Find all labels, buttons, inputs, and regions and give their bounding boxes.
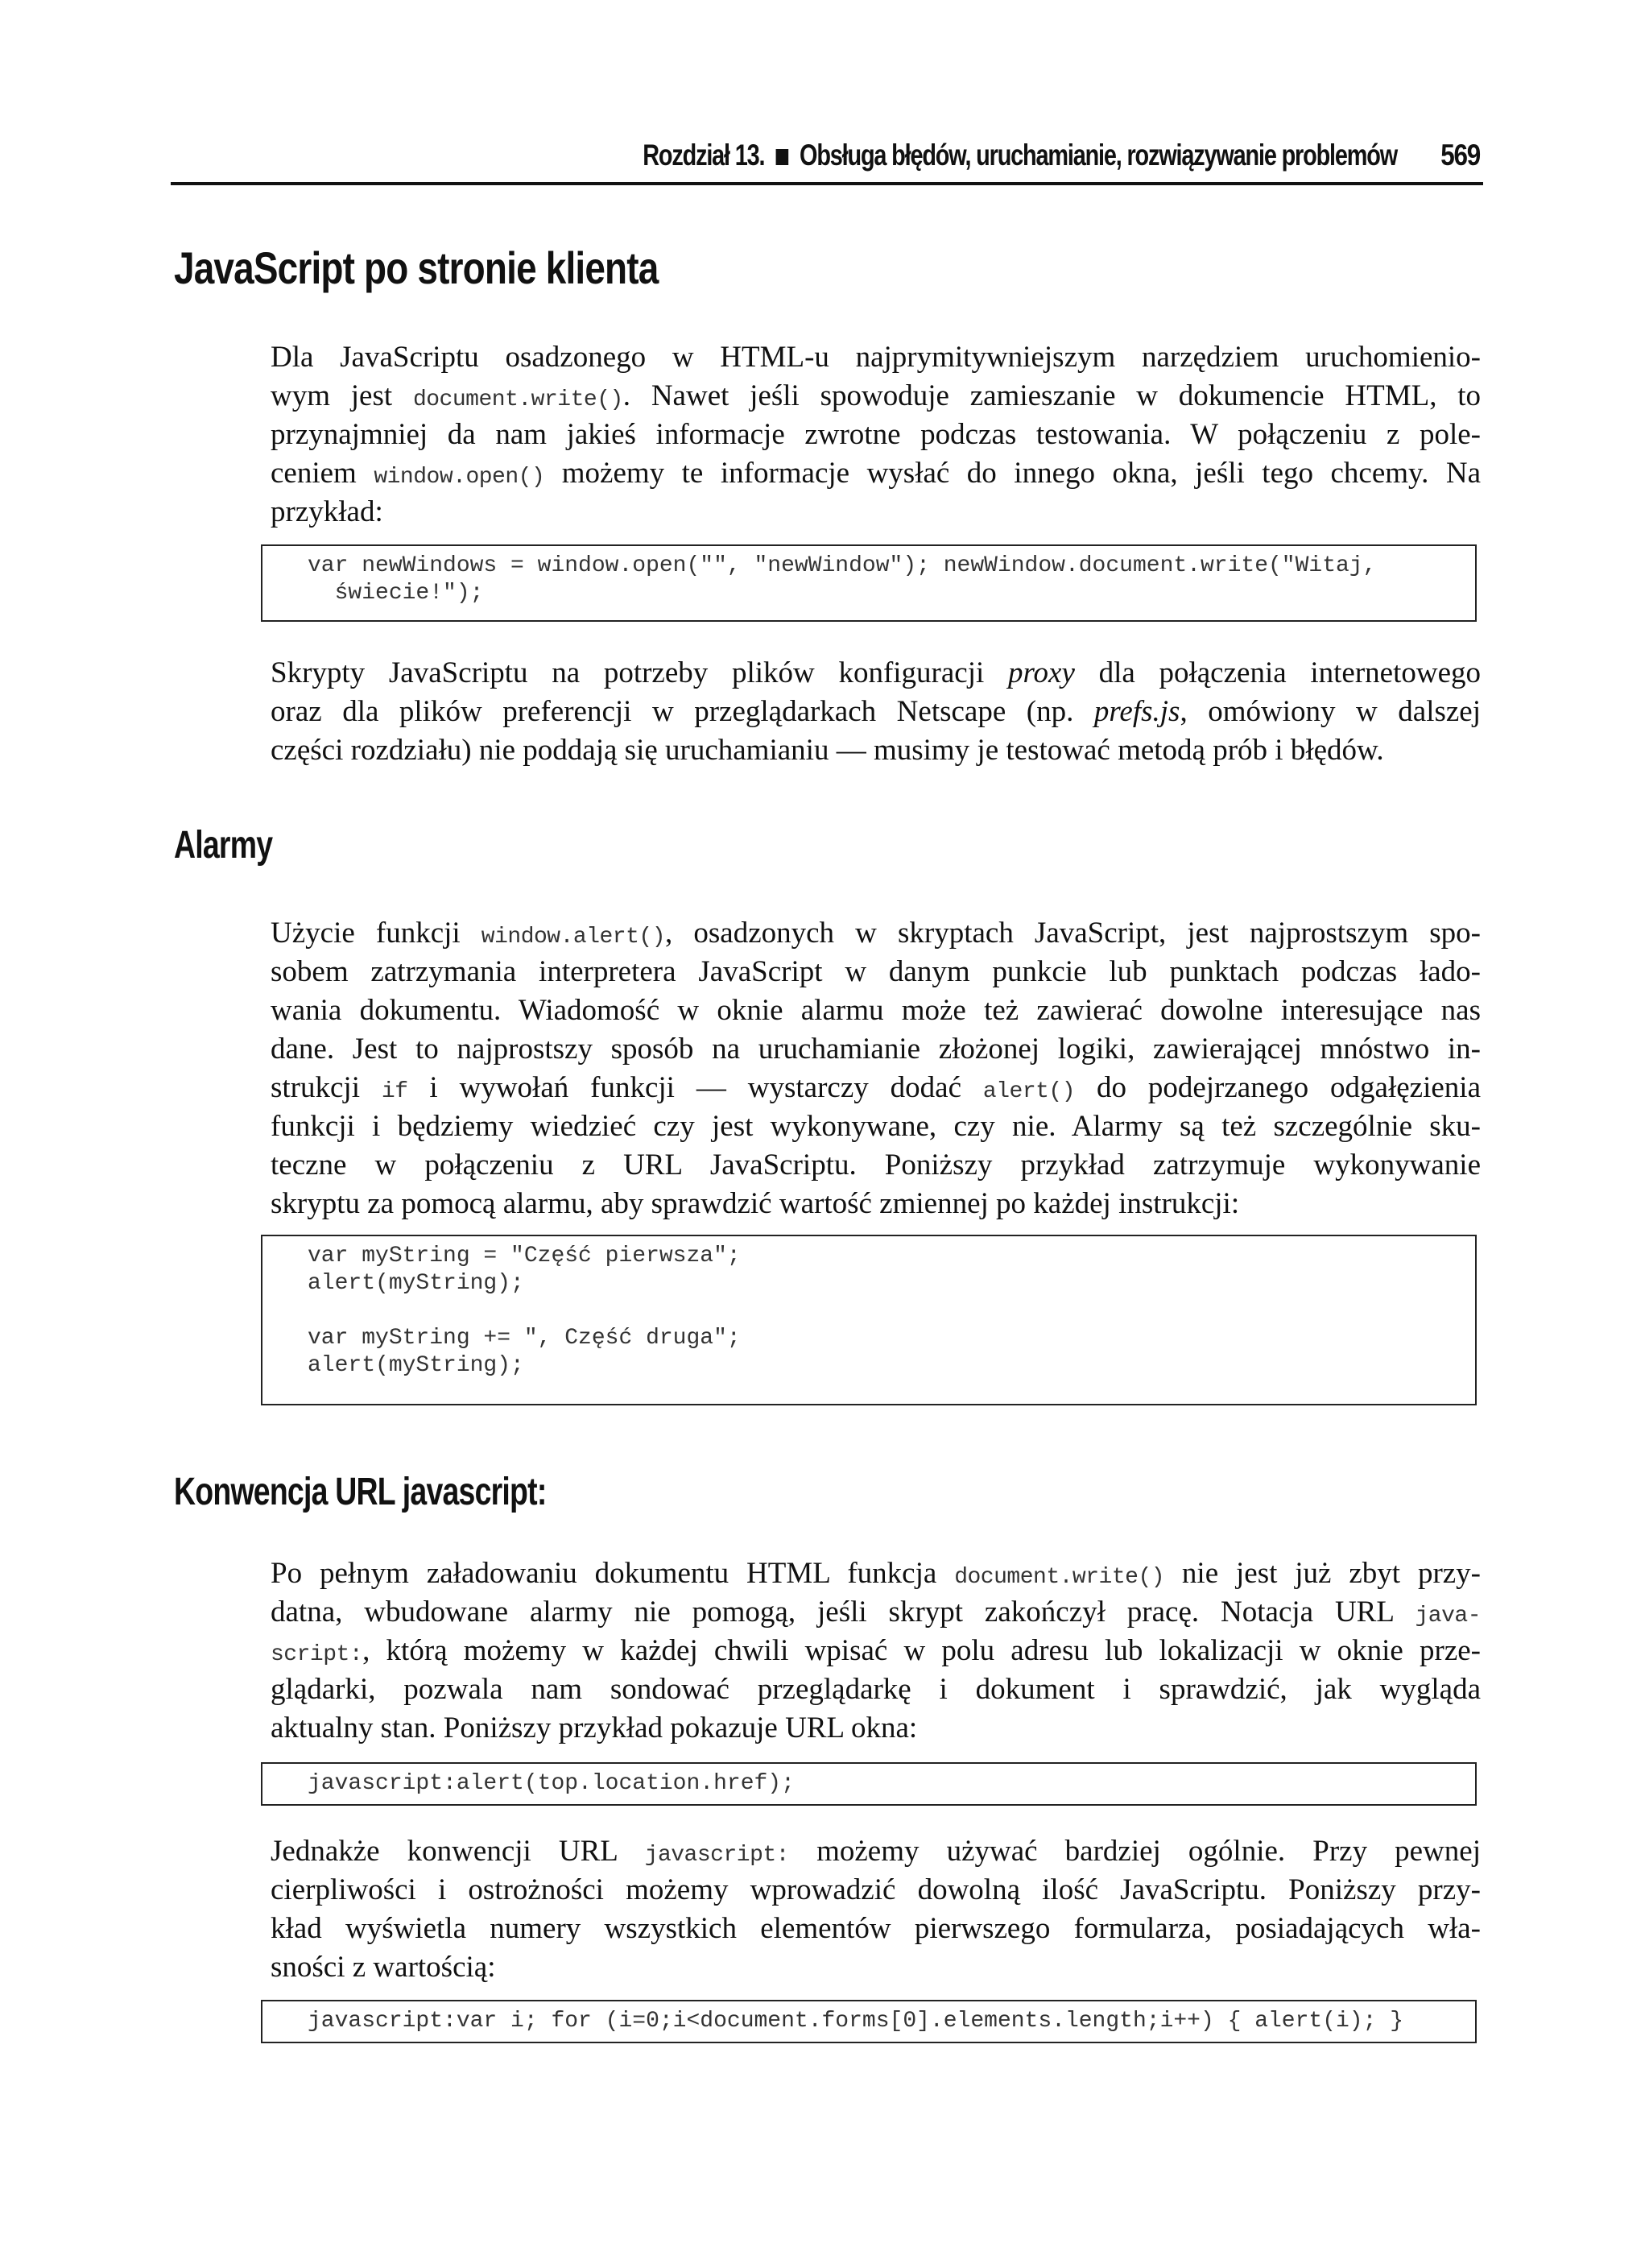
text-span: funkcji i będziemy wiedzieć czy jest wykonywane, czy nie. Alarmy są też szczególnie sku- bbox=[271, 1110, 1481, 1143]
inline-code: if bbox=[381, 1079, 408, 1104]
text-line bbox=[271, 731, 1481, 770]
text-span: Skrypty JavaScriptu na potrzeby plików konfiguracji bbox=[271, 656, 1008, 689]
code-block-form-elements: javascript:var i; for (i=0;i<document.forms[0].elements.length;i++) { alert(i); } bbox=[261, 2000, 1477, 2043]
text-line bbox=[271, 991, 1481, 1030]
text-span: do podejrzanego odgałęzienia bbox=[1075, 1071, 1481, 1104]
text-line bbox=[271, 1832, 1481, 1871]
code-block-window-open: var newWindows = window.open("", "newWindow"); newWindow.document.write("Witaj, świecie!"); bbox=[261, 544, 1477, 622]
text-span: wym jest bbox=[271, 379, 413, 412]
text-span: aktualny stan. Poniższy przykład pokazuje URL okna: bbox=[271, 1711, 918, 1744]
inline-code: window.alert() bbox=[481, 925, 666, 950]
text-line bbox=[271, 1554, 1481, 1593]
text-line bbox=[271, 1948, 1481, 1987]
text-span: nie jest już zbyt przy- bbox=[1164, 1557, 1482, 1590]
text-span: teczne w połączeniu z URL JavaScriptu. Poniższy przykład zatrzymuje wykonywanie bbox=[271, 1148, 1481, 1182]
text-span: przynajmniej da nam jakieś informacje zwrotne podczas testowania. W połączeniu z pole- bbox=[271, 418, 1481, 451]
code-block-alerts: var myString = "Część pierwsza"; alert(myString); var myString += ", Część druga"; alert(myString); bbox=[261, 1235, 1477, 1405]
text-span: Użycie funkcji bbox=[271, 917, 481, 950]
inline-code: alert() bbox=[982, 1079, 1076, 1104]
text-span: oraz dla plików preferencji w przeglądarkach Netscape (np. bbox=[271, 695, 1094, 728]
text-line bbox=[271, 1107, 1481, 1146]
text-line bbox=[271, 1632, 1481, 1670]
inline-code: document.write() bbox=[954, 1565, 1165, 1590]
text-line bbox=[271, 338, 1481, 377]
running-header bbox=[171, 129, 1483, 185]
square-bullet-icon bbox=[775, 149, 788, 165]
text-line bbox=[271, 1871, 1481, 1910]
section-heading-client-js: JavaScript po stronie klienta bbox=[174, 242, 659, 293]
text-span: sności z wartością: bbox=[271, 1951, 496, 1984]
text-span: Jednakże konwencji URL bbox=[271, 1835, 645, 1868]
text-span: . Nawet jeśli spowoduje zamieszanie w dokumencie HTML, to bbox=[622, 379, 1482, 412]
text-span: Dla JavaScriptu osadzonego w HTML-u najprymitywniejszym narzędziem uruchomienio- bbox=[271, 341, 1481, 374]
text-span: sobem zatrzymania interpretera JavaScript w danym punkcie lub punktach podczas łado- bbox=[271, 955, 1481, 988]
text-line bbox=[271, 377, 1481, 416]
text-span: ceniem bbox=[271, 457, 374, 490]
text-line bbox=[271, 1069, 1481, 1107]
text-line bbox=[271, 1709, 1481, 1748]
paragraph-javascript-url bbox=[271, 1554, 1481, 1748]
text-span: datna, wbudowane alarmy nie pomogą, jeśli skrypt zakończył pracę. Notacja URL bbox=[271, 1595, 1415, 1629]
text-line bbox=[271, 454, 1481, 493]
section-heading-alerts: Alarmy bbox=[174, 824, 273, 867]
text-line bbox=[271, 1593, 1481, 1632]
paragraph-alerts bbox=[271, 914, 1481, 1223]
text-line bbox=[271, 1670, 1481, 1709]
paragraph-proxy bbox=[271, 654, 1481, 770]
header-chapter bbox=[643, 139, 1397, 172]
text-span: , osadzonych w skryptach JavaScript, jest najprostszym spo- bbox=[665, 917, 1481, 950]
text-line bbox=[271, 914, 1481, 953]
paragraph-javascript-general bbox=[271, 1832, 1481, 1987]
text-span: glądarki, pozwala nam sondować przeglądarkę i dokument i sprawdzić, jak wygląda bbox=[271, 1673, 1481, 1706]
text-span: wania dokumentu. Wiadomość w oknie alarmu może też zawierać dowolne interesujące nas bbox=[271, 994, 1481, 1027]
text-line bbox=[271, 1146, 1481, 1185]
inline-code: script: bbox=[271, 1642, 363, 1667]
text-line bbox=[271, 1910, 1481, 1948]
inline-code: javascript: bbox=[644, 1843, 789, 1868]
inline-code: window.open() bbox=[374, 465, 545, 490]
emphasis: prefs.js bbox=[1093, 695, 1180, 728]
section-heading-javascript-url: Konwencja URL javascript: bbox=[174, 1471, 547, 1513]
code-block-location-href: javascript:alert(top.location.href); bbox=[261, 1762, 1477, 1806]
text-line bbox=[271, 654, 1481, 693]
text-line bbox=[271, 1185, 1481, 1223]
text-span: dane. Jest to najprostszy sposób na uruchamianie złożonej logiki, zawierającej mnóstwo in- bbox=[271, 1033, 1481, 1066]
text-span: dla połączenia internetowego bbox=[1074, 656, 1482, 689]
paragraph-intro bbox=[271, 338, 1481, 532]
text-line bbox=[271, 493, 1481, 532]
emphasis: proxy bbox=[1008, 656, 1075, 689]
inline-code: java- bbox=[1415, 1604, 1481, 1629]
header-section-title: Obsługa błędów, uruchamianie, rozwiązywanie problemów bbox=[799, 139, 1397, 172]
header-chapter-number: Rozdział 13. bbox=[642, 139, 765, 172]
text-span: strukcji bbox=[271, 1071, 382, 1104]
text-line bbox=[271, 953, 1481, 991]
text-span: , omówiony w dalszej bbox=[1180, 695, 1481, 728]
text-span: możemy używać bardziej ogólnie. Przy pewnej bbox=[788, 1835, 1482, 1868]
text-span: kład wyświetla numery wszystkich elementów pierwszego formularza, posiadających wła- bbox=[271, 1912, 1481, 1945]
text-span: i wywołań funkcji — wystarczy dodać bbox=[407, 1071, 983, 1104]
text-span: cierpliwości i ostrożności możemy wprowadzić dowolną ilość JavaScriptu. Poniższy przy- bbox=[271, 1873, 1481, 1906]
inline-code: document.write() bbox=[412, 387, 623, 412]
text-line bbox=[271, 693, 1481, 731]
text-line bbox=[271, 416, 1481, 454]
text-span: Po pełnym załadowaniu dokumentu HTML funkcja bbox=[271, 1557, 955, 1590]
page-number: 569 bbox=[1440, 139, 1480, 172]
text-span: możemy te informacje wysłać do innego okna, jeśli tego chcemy. Na bbox=[544, 457, 1482, 490]
text-span: części rozdziału) nie poddają się uruchamianiu — musimy je testować metodą prób i błędów. bbox=[271, 734, 1384, 767]
text-span: , którą możemy w każdej chwili wpisać w polu adresu lub lokalizacji w oknie prze- bbox=[362, 1634, 1481, 1667]
text-span: przykład: bbox=[271, 495, 383, 528]
text-span: skryptu za pomocą alarmu, aby sprawdzić wartość zmiennej po każdej instrukcji: bbox=[271, 1187, 1240, 1220]
text-line bbox=[271, 1030, 1481, 1069]
